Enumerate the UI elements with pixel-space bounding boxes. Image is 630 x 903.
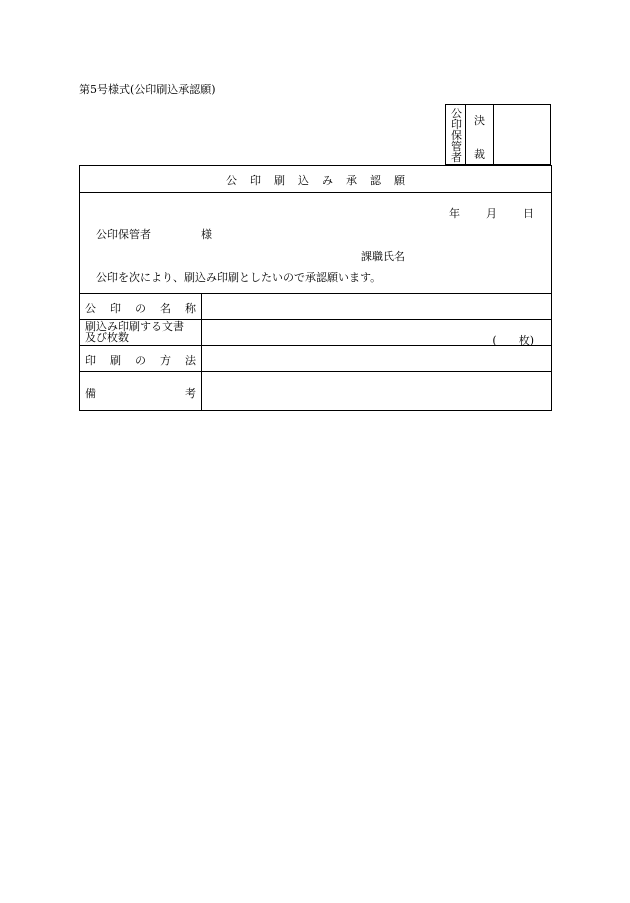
print-method-row: [80, 345, 551, 371]
seal-name-row: [80, 293, 551, 319]
addressee-label: 公印保管者: [96, 228, 151, 241]
applicant-position-name[interactable]: 課職氏名: [361, 250, 405, 263]
approval-label-cell: [446, 105, 466, 164]
label-char: 法: [185, 354, 196, 367]
label-char: 方: [160, 354, 171, 367]
seal-name-label: [80, 294, 202, 319]
kessai-char-2: 裁: [474, 148, 485, 161]
form-number-title: 第5号様式(公印刷込承認願): [79, 83, 216, 96]
label-char: 印: [110, 302, 121, 315]
date-day: 日: [523, 207, 534, 220]
label-char: 称: [185, 302, 196, 315]
approval-kessai-cell: [466, 105, 494, 164]
print-method-field[interactable]: [202, 346, 551, 371]
remarks-label: [80, 372, 202, 410]
request-body-row: [80, 192, 551, 293]
date-year: 年: [449, 207, 460, 220]
seal-name-field[interactable]: [202, 294, 551, 319]
date-month: 月: [486, 207, 497, 220]
label-char: 印: [85, 354, 96, 367]
kessai-char-1: 決: [474, 114, 485, 127]
seal-keeper-vertical-label: 公印保管者: [451, 107, 462, 164]
documents-field[interactable]: [202, 320, 551, 345]
print-method-label: [80, 346, 202, 371]
label-char: の: [135, 302, 146, 315]
label-char: 備: [85, 387, 96, 400]
label-char: 刷: [110, 354, 121, 367]
documents-label: [80, 320, 202, 345]
table-title: 公印刷込み承認願: [226, 174, 418, 187]
approval-stamp-area[interactable]: [494, 105, 550, 164]
label-char: 公: [85, 302, 96, 315]
sheet-count-unit: 枚): [518, 334, 534, 347]
table-title-row: [80, 166, 551, 192]
approval-box: [445, 104, 551, 165]
documents-label-line2: 及び枚数: [85, 331, 129, 344]
request-statement: 公印を次により、刷込み印刷としたいので承認願います。: [96, 271, 382, 284]
remarks-field[interactable]: [202, 372, 551, 410]
label-char: 名: [160, 302, 171, 315]
remarks-row: [80, 371, 551, 410]
documents-row: [80, 319, 551, 345]
date-line[interactable]: [449, 205, 534, 221]
label-char: の: [135, 354, 146, 367]
honorific: 様: [201, 228, 212, 241]
addressee-line: [96, 226, 212, 242]
documents-label-line1: 刷込み印刷する文書: [85, 320, 184, 333]
approval-request-table: [79, 165, 552, 411]
sheet-count-open: (: [492, 334, 497, 347]
label-char: 考: [185, 387, 196, 400]
